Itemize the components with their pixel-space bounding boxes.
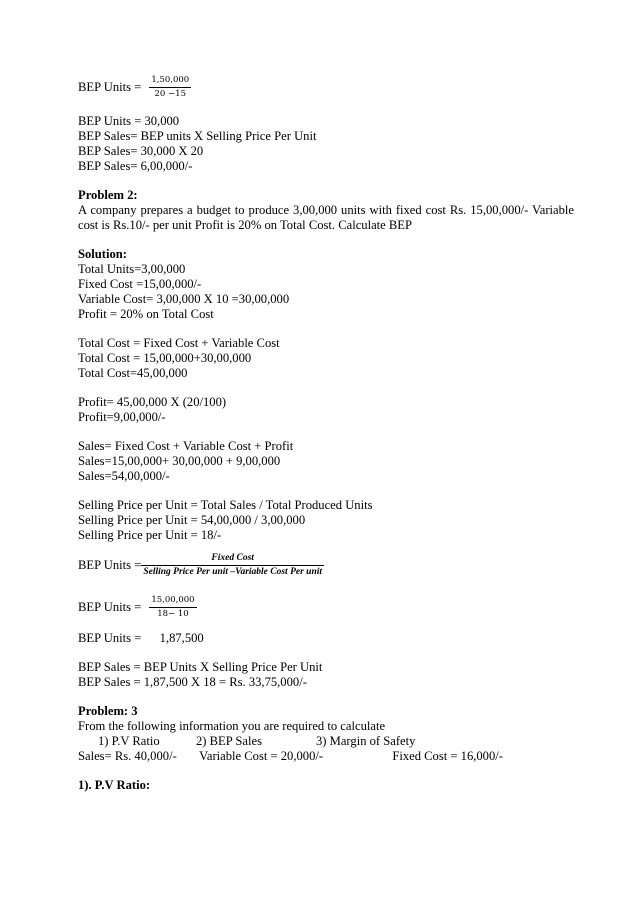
text-line: BEP Sales= 30,000 X 20 [78,144,204,158]
text-line: Total Cost = Fixed Cost + Variable Cost [78,336,280,350]
text-line: Selling Price per Unit = Total Sales / Total Produced Units [78,498,373,512]
list-item: 3) Margin of Safety [316,734,416,748]
list-item: 1) P.V Ratio [98,734,160,748]
text-line: Total Cost = 15,00,000+30,00,000 [78,351,252,365]
text-line: Sales=15,00,000+ 30,00,000 + 9,00,000 [78,454,281,468]
bep-result [78,631,578,646]
text-line: Fixed Cost =15,00,000/- [78,277,202,291]
bep-formula-2-fraction [143,553,322,578]
text-line: BEP Units = 30,000 [78,114,180,128]
text-line: Profit= 45,00,000 X (20/100) [78,395,227,409]
fraction-denominator: 18− 10 [157,608,189,619]
text-line: Variable Cost= 3,00,000 X 10 =30,00,000 [78,292,290,306]
bep-formula-2 [78,551,578,579]
bep-formula-1-fraction [149,75,191,100]
text-line: Sales=54,00,000/- [78,469,170,483]
given-sales: Sales= Rs. 40,000/- [78,749,177,763]
text-line: BEP Sales= BEP units X Selling Price Per Unit [78,129,317,143]
list-item: 2) BEP Sales [196,734,263,748]
text-line: BEP Sales = 1,87,500 X 18 = Rs. 33,75,000/- [78,675,307,689]
problem-2-text: A company prepares a budget to produce 3,00,000 units with fixed cost Rs. 15,00,000/- Variable cost is Rs.10/- per unit Profit is 20% on Total Cost. Calculate BEP [78,203,574,232]
text-line: Selling Price per Unit = 54,00,000 / 3,00,000 [78,513,306,527]
text-line: Sales= Fixed Cost + Variable Cost + Profit [78,439,294,453]
bep-formula-2-label: BEP Units = [78,557,142,572]
bep-formula-1 [78,72,578,102]
problem-3-intro: From the following information you are required to calculate [78,719,386,733]
problem-3-items [78,734,578,749]
fraction-denominator: Selling Price Per unit –Variable Cost Per unit [143,566,323,577]
bep-result-label: BEP Units = [78,631,142,645]
given-fixed-cost: Fixed Cost = 16,000/- [392,749,503,763]
fraction-numerator: 15,00,000 [149,595,196,608]
given-variable-cost: Variable Cost = 20,000/- [199,749,324,763]
text-line: BEP Sales= 6,00,000/- [78,159,193,173]
text-line: BEP Sales = BEP Units X Selling Price Per Unit [78,660,323,674]
fraction-numerator: Fixed Cost [141,553,324,566]
text-line: Total Cost=45,00,000 [78,366,188,380]
bep-formula-3-fraction [149,595,196,620]
problem-2-heading: Problem 2: [78,188,138,202]
text-line: Selling Price per Unit = 18/- [78,528,222,542]
text-line: Total Units=3,00,000 [78,262,186,276]
bep-formula-3 [78,593,578,621]
problem-3-given [78,749,578,764]
pv-ratio-heading: 1). P.V Ratio: [78,778,151,792]
problem-3-heading: Problem: 3 [78,704,138,718]
bep-formula-1-label: BEP Units = [78,79,142,94]
solution-heading: Solution: [78,247,127,261]
document-page [78,72,578,793]
fraction-numerator: 1,50,000 [149,75,191,88]
bep-result-value: 1,87,500 [159,631,204,645]
text-line: Profit = 20% on Total Cost [78,307,214,321]
fraction-denominator: 20 −15 [154,88,186,99]
text-line: Profit=9,00,000/- [78,410,166,424]
bep-formula-3-label: BEP Units = [78,599,142,614]
